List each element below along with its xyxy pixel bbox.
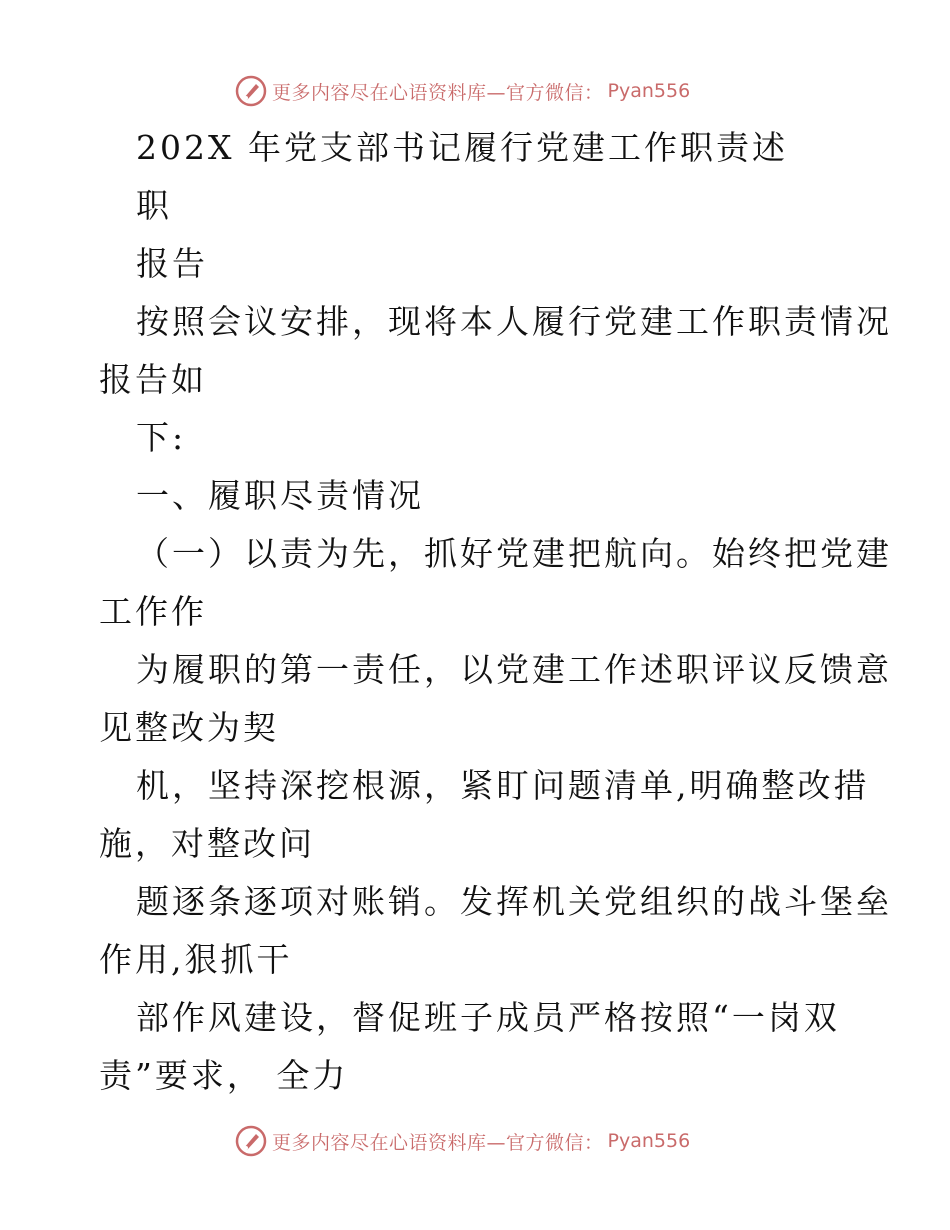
paragraph-line: 作用,狠抓干 xyxy=(99,940,293,979)
paragraph-line: 报告如 xyxy=(99,360,207,399)
doc-title-line: 职 xyxy=(136,186,172,225)
watermark-wechat-id: Pyan556 xyxy=(607,80,691,102)
watermark-wechat-id: Pyan556 xyxy=(607,1130,691,1152)
paragraph-line: 施，对整改问 xyxy=(99,824,315,863)
paragraph-line: 为履职的第一责任，以党建工作述职评议反馈意 xyxy=(136,650,892,689)
paragraph-line: （一）以责为先，抓好党建把航向。始终把党建 xyxy=(136,534,892,573)
paragraph-line: 下: xyxy=(136,418,187,457)
doc-title-line: 报告 xyxy=(136,244,208,283)
paragraph-line: 工作作 xyxy=(99,592,207,631)
section-heading: 一、履职尽责情况 xyxy=(136,476,424,515)
doc-title-line: 202X 年党支部书记履行党建工作职责述 xyxy=(136,128,788,167)
watermark-footer xyxy=(234,1124,690,1158)
pen-nib-logo-icon xyxy=(234,1124,268,1158)
watermark-text: 更多内容尽在心语资料库—官方微信： xyxy=(272,1131,604,1154)
paragraph-line: 部作风建设，督促班子成员严格按照“一岗双 xyxy=(136,998,840,1037)
paragraph-line: 题逐条逐项对账销。发挥机关党组织的战斗堡垒 xyxy=(136,882,892,921)
paragraph-line: 机，坚持深挖根源，紧盯问题清单,明确整改措 xyxy=(136,766,870,805)
paragraph-line: 见整改为契 xyxy=(99,708,279,747)
watermark-text: 更多内容尽在心语资料库—官方微信： xyxy=(272,81,604,104)
paragraph-line: 责”要求， 全力 xyxy=(99,1056,349,1095)
paragraph-line: 按照会议安排，现将本人履行党建工作职责情况 xyxy=(136,302,892,341)
